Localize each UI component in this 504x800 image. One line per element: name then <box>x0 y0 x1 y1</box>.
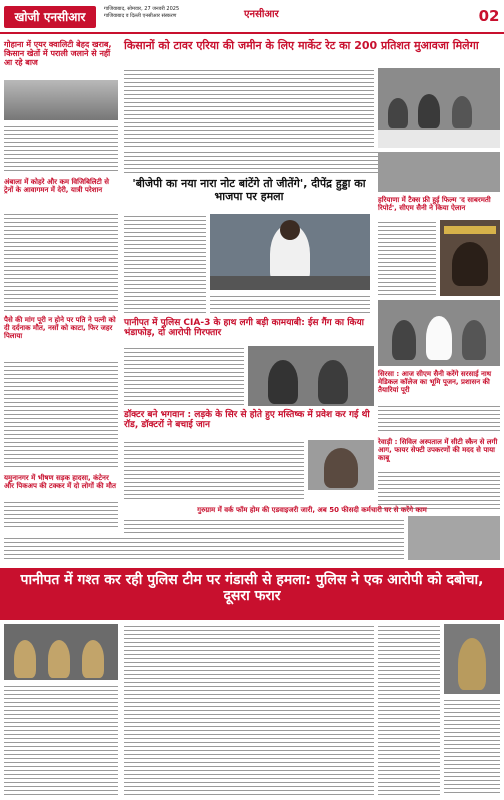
story-dowry-murder <box>4 316 118 340</box>
story-headline: पैसे की मांग पूरी न होने पर पति ने पत्नी को दी दर्दनाक मौत, नसों को काटा, फिर जहर पिलाया <box>4 316 116 341</box>
story-body <box>444 698 500 796</box>
story-body <box>210 294 370 314</box>
story-panipat-cia <box>124 318 374 339</box>
story-headline: गुरुग्राम में वर्क फॉम होम की एडवाइजरी जारी, अब 50 फीसदी कर्मचारी घर से करेंगे काम <box>197 506 427 514</box>
story-body <box>124 624 374 796</box>
story-headline: अंबाला में कोहरे और कम विजिबिलिटी से ट्रेनों के आवागमन में देरी, यात्री परेशान <box>4 178 110 195</box>
photo-smog-field <box>4 80 118 120</box>
story-yamunanagar-accident <box>4 474 118 490</box>
story-body <box>124 440 304 500</box>
masthead <box>0 0 504 34</box>
story-body <box>4 360 118 470</box>
photo-smog-city <box>408 516 500 560</box>
story-body <box>4 500 118 530</box>
story-headline: किसानों को टावर एरिया की जमीन के लिए मार्केट रेट का 200 प्रतिशत मुआवजा मिलेगा <box>124 39 479 52</box>
story-body <box>378 624 440 796</box>
newspaper-logo: खोजी एनसीआर <box>4 6 96 28</box>
story-headline: पानीपत में गश्त कर रही पुलिस टीम पर गंडासी से हमला: पुलिस ने एक आरोपी को दबोचा, दूसरा फरार <box>20 572 484 605</box>
story-gurugram-wfh <box>124 506 500 514</box>
page-number: 02 <box>478 7 500 25</box>
story-rewari-fire <box>378 438 500 462</box>
story-tower-compensation <box>124 40 500 53</box>
photo-meeting <box>378 68 500 148</box>
photo-hooda-press <box>210 214 370 290</box>
dateline-edition: गाजियाबाद व दिल्ली एनसीआर संस्करण <box>104 13 177 19</box>
story-body <box>4 684 118 796</box>
story-body <box>4 536 404 562</box>
story-body <box>378 220 436 296</box>
story-headline: डॉक्टर बने भगवान : लड़के के सिर से होते हुए मस्तिष्क में प्रवेश कर गई थी रॉड, डॉक्टरों ने बचाई जान <box>124 410 370 431</box>
story-headline: हरियाणा में टैक्स फ्री हुई फिल्म 'द साबरमती रिपोर्ट', सीएम सैनी ने किया ऐलान <box>378 196 491 213</box>
story-headline: यमुनानगर में भीषण सड़क हादसा, कंटेनर और पिकअप की टक्कर में दो लोगों की मौत <box>4 474 116 491</box>
dateline <box>104 6 254 20</box>
section-name: एनसीआर <box>244 9 279 20</box>
photo-police-team <box>4 624 118 680</box>
story-body <box>378 470 500 510</box>
photo-arrested <box>248 346 374 406</box>
story-body <box>4 212 118 312</box>
story-doctors-rod <box>124 410 374 431</box>
story-hooda-quote <box>124 178 374 203</box>
banner-panipat-attack <box>0 568 504 620</box>
photo-police-officer <box>444 624 500 694</box>
story-body <box>124 68 374 148</box>
story-body <box>124 346 244 406</box>
story-headline: पानीपत में पुलिस CIA-3 के हाथ लगी बड़ी कामयाबी: ईस गैंग का किया भंडाफोड़, दो आरोपी गिरफ्तार <box>124 318 365 339</box>
story-gohana <box>4 40 118 68</box>
story-sabarmati-film <box>378 196 500 212</box>
story-body <box>124 518 404 536</box>
story-headline: 'बीजेपी का नया नारा नोट बांटेंगे तो जीतेंगे', दीपेंद्र हुड्डा का भाजपा पर हमला <box>132 177 366 203</box>
dateline-date: गाजियाबाद, सोमवार, 27 जनवरी 2025 <box>104 6 180 12</box>
photo-patient <box>308 440 374 490</box>
photo-side-event <box>378 152 500 192</box>
story-headline: गोहाना में एयर क्वालिटी बेहद खराब, किसान खेतों में पराली जलाने से नहीं आ रहे बाज <box>4 40 112 68</box>
story-sirsa-college <box>378 370 500 394</box>
photo-film-poster <box>440 220 500 296</box>
story-body <box>378 404 500 434</box>
story-headline: सिरसा : आज सीएम सैनी करेंगे सरसाई नाथ मेडिकल कॉलेज का भूमि पूजन, प्रशासन की तैयारियां पूरी <box>378 370 492 395</box>
story-body <box>124 214 206 314</box>
story-ambala-fog <box>4 178 118 194</box>
story-headline: रेवाड़ी : सिविल अस्पताल में सीटी स्कैन से लगी आग, फायर सेफ्टी उपकरणों की मदद से पाया काबू <box>378 438 498 463</box>
story-body <box>4 124 118 174</box>
photo-cm-event <box>378 300 500 366</box>
